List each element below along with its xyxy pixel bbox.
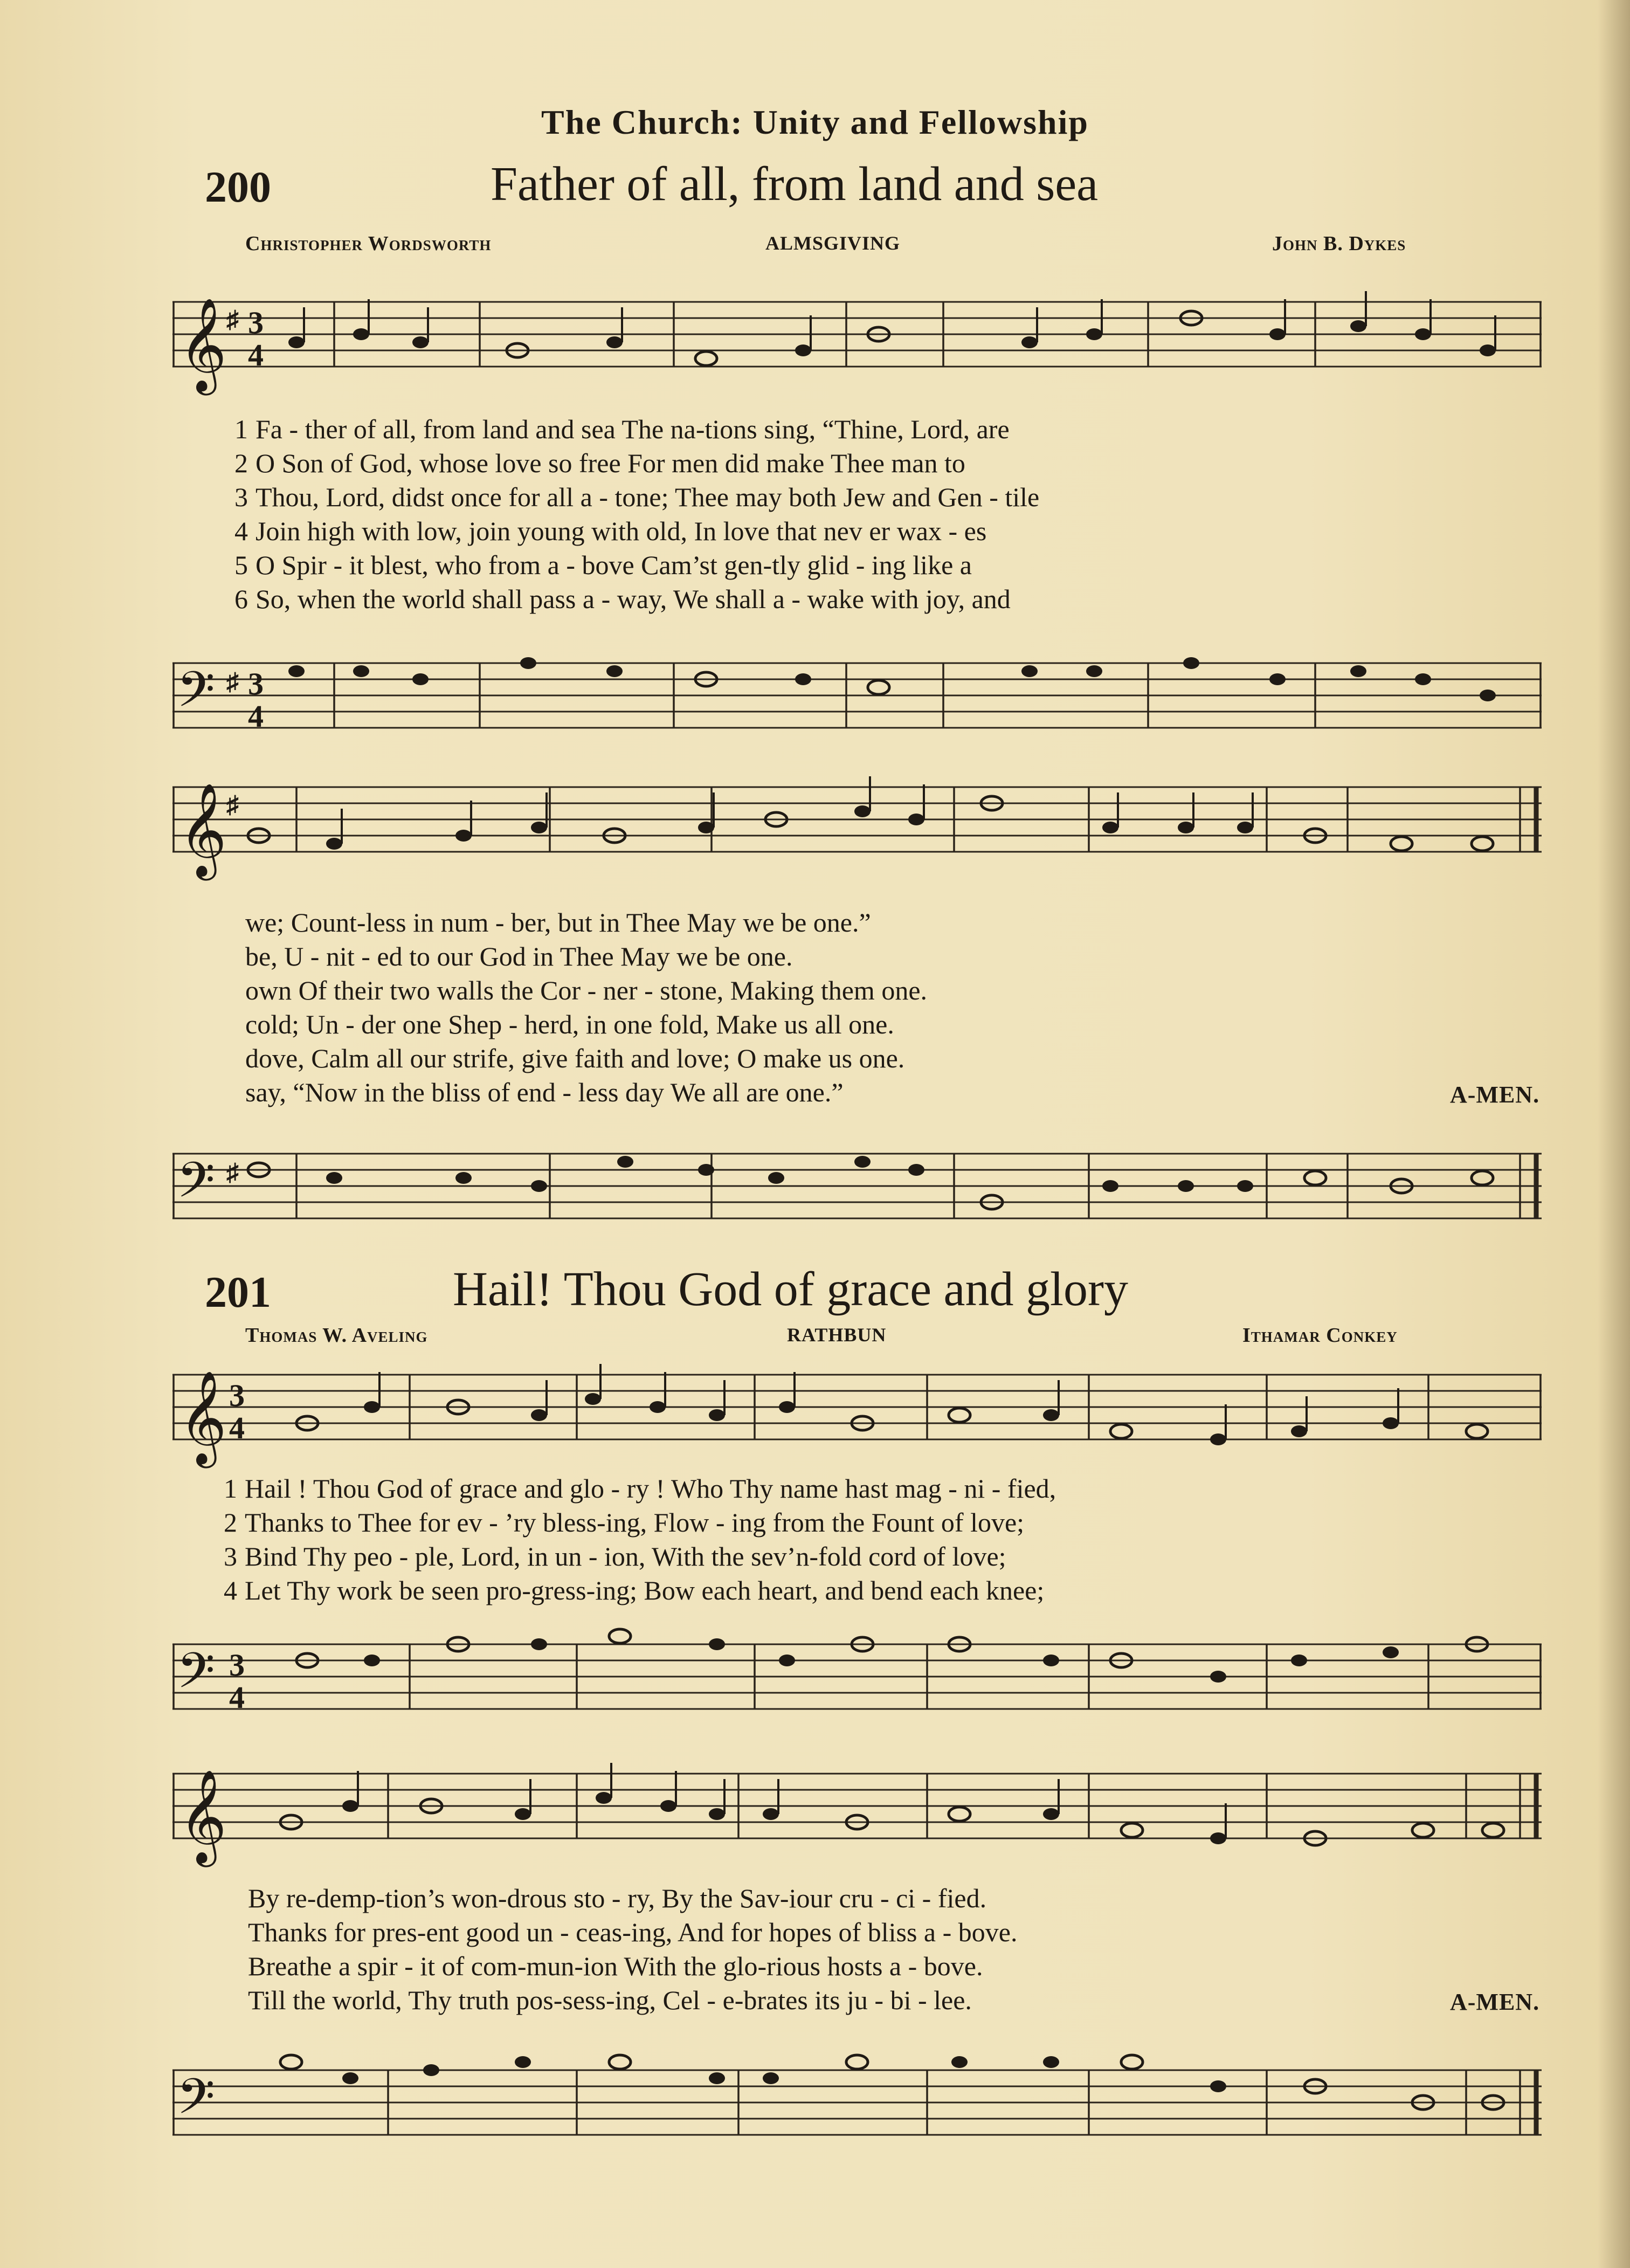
verse-line: Till the world, Thy truth pos-sess-ing, Cel - e-brates its ju - bi - lee. bbox=[248, 1985, 972, 2015]
hymn-composer: Ithamar Conkey bbox=[1242, 1324, 1398, 1347]
verse-line bbox=[210, 1472, 1056, 1506]
bass-staff bbox=[172, 2038, 1542, 2162]
hymn-author: Christopher Wordsworth bbox=[245, 232, 492, 255]
verse-line: we; Count-less in num - ber, but in Thee May we be one.” bbox=[245, 907, 871, 937]
svg-text:𝄞: 𝄞 bbox=[179, 1769, 227, 1863]
verses-part-1 bbox=[221, 412, 1039, 616]
treble-staff bbox=[172, 771, 1542, 890]
verse-line: Breathe a spir - it of com-mun-ion With the glo-rious hosts a - bove. bbox=[248, 1951, 983, 1981]
verse-number: 3 bbox=[234, 482, 248, 512]
hymn-title: Hail! Thou God of grace and glory bbox=[453, 1263, 1128, 1316]
verses-part-2 bbox=[248, 1881, 1017, 2017]
svg-text:3: 3 bbox=[229, 1647, 245, 1683]
hymn-composer: John B. Dykes bbox=[1272, 232, 1406, 255]
bass-staff bbox=[172, 631, 1542, 749]
page-gutter-shadow bbox=[1598, 0, 1630, 2268]
verse-line: Thanks for pres-ent good un - ceas-ing, And for hopes of bliss a - bove. bbox=[248, 1917, 1018, 1947]
svg-text:4: 4 bbox=[248, 337, 264, 373]
svg-text:4: 4 bbox=[229, 1680, 245, 1715]
hymn-tune: ALMSGIVING bbox=[765, 232, 901, 254]
verse-line: By re-demp-tion’s won-drous sto - ry, By the Sav-iour cru - ci - fied. bbox=[248, 1883, 987, 1913]
verse-number: 6 bbox=[234, 584, 248, 614]
verse-line bbox=[221, 412, 1039, 446]
svg-text:𝄢: 𝄢 bbox=[177, 1152, 215, 1221]
treble-staff bbox=[172, 1359, 1542, 1477]
hymn-title: Father of all, from land and sea bbox=[491, 157, 1099, 211]
treble-staff bbox=[172, 1757, 1542, 1881]
verse-text: Let Thy work be seen pro-gress-ing; Bow each heart, and bend each knee; bbox=[245, 1575, 1045, 1605]
svg-text:𝄞: 𝄞 bbox=[179, 1370, 227, 1464]
verse-line: own Of their two walls the Cor - ner - stone, Making them one. bbox=[245, 975, 928, 1005]
hymn-tune: RATHBUN bbox=[787, 1324, 887, 1346]
verse-text: O Son of God, whose love so free For men did make Thee man to bbox=[255, 448, 965, 478]
svg-text:3: 3 bbox=[248, 305, 264, 340]
verse-line: dove, Calm all our strife, give faith and love; O make us one. bbox=[245, 1043, 905, 1073]
svg-text:𝄞: 𝄞 bbox=[179, 783, 227, 877]
verse-text: So, when the world shall pass a - way, We shall a - wake with joy, and bbox=[255, 584, 1011, 614]
svg-text:♯: ♯ bbox=[226, 668, 239, 695]
verse-number: 3 bbox=[224, 1541, 237, 1571]
verse-text: Fa - ther of all, from land and sea The na-tions sing, “Thine, Lord, are bbox=[255, 414, 1010, 444]
running-head: The Church: Unity and Fellowship bbox=[541, 103, 1089, 141]
verse-line bbox=[221, 514, 1039, 548]
svg-text:♯: ♯ bbox=[226, 306, 239, 333]
verse-line bbox=[210, 1540, 1056, 1574]
bass-staff bbox=[172, 1623, 1542, 1741]
svg-text:3: 3 bbox=[229, 1378, 245, 1413]
svg-text:𝄢: 𝄢 bbox=[177, 661, 215, 730]
verse-line bbox=[210, 1574, 1056, 1608]
svg-text:𝄢: 𝄢 bbox=[177, 2068, 215, 2137]
amen-label: A-MEN. bbox=[1450, 1989, 1540, 2015]
verse-text: Join high with low, join young with old, In love that nev er wax - es bbox=[255, 516, 987, 546]
verse-line bbox=[221, 480, 1039, 514]
svg-text:♯: ♯ bbox=[226, 791, 239, 818]
svg-text:4: 4 bbox=[229, 1410, 245, 1445]
treble-staff bbox=[172, 291, 1542, 410]
verse-line: cold; Un - der one Shep - herd, in one fold, Make us all one. bbox=[245, 1009, 894, 1039]
verse-text: O Spir - it blest, who from a - bove Cam’st gen-tly glid - ing like a bbox=[255, 550, 972, 580]
verse-number: 4 bbox=[224, 1575, 237, 1605]
verse-number: 5 bbox=[234, 550, 248, 580]
verse-text: Bind Thy peo - ple, Lord, in un - ion, With the sev’n-fold cord of love; bbox=[245, 1541, 1006, 1571]
verse-text: Thanks to Thee for ev - ’ry bless-ing, Flow - ing from the Fount of love; bbox=[245, 1507, 1025, 1538]
verse-number: 2 bbox=[234, 448, 248, 478]
verse-number: 2 bbox=[224, 1507, 237, 1538]
verse-number: 1 bbox=[234, 414, 248, 444]
verse-line bbox=[210, 1506, 1056, 1540]
verses-part-2 bbox=[245, 906, 927, 1109]
verse-number: 1 bbox=[224, 1473, 237, 1504]
verse-line: be, U - nit - ed to our God in Thee May we be one. bbox=[245, 941, 793, 971]
svg-text:𝄞: 𝄞 bbox=[179, 298, 227, 391]
hymn-author: Thomas W. Aveling bbox=[245, 1324, 428, 1347]
amen-label: A-MEN. bbox=[1450, 1081, 1540, 1108]
bass-staff bbox=[172, 1121, 1542, 1240]
verse-text: Thou, Lord, didst once for all a - tone; Thee may both Jew and Gen - tile bbox=[255, 482, 1040, 512]
svg-text:4: 4 bbox=[248, 699, 264, 734]
verse-number: 4 bbox=[234, 516, 248, 546]
verse-text: Hail ! Thou God of grace and glo - ry ! Who Thy name hast mag - ni - fied, bbox=[245, 1473, 1056, 1504]
svg-text:♯: ♯ bbox=[226, 1159, 239, 1186]
verse-line bbox=[221, 582, 1039, 616]
hymn-number: 200 bbox=[205, 162, 271, 211]
verse-line: say, “Now in the bliss of end - less day We all are one.” bbox=[245, 1077, 844, 1107]
svg-text:𝄢: 𝄢 bbox=[177, 1642, 215, 1711]
verses-part-1 bbox=[210, 1472, 1056, 1608]
svg-text:3: 3 bbox=[248, 666, 264, 701]
verse-line bbox=[221, 446, 1039, 480]
verse-line bbox=[221, 548, 1039, 582]
hymn-number: 201 bbox=[205, 1267, 271, 1316]
